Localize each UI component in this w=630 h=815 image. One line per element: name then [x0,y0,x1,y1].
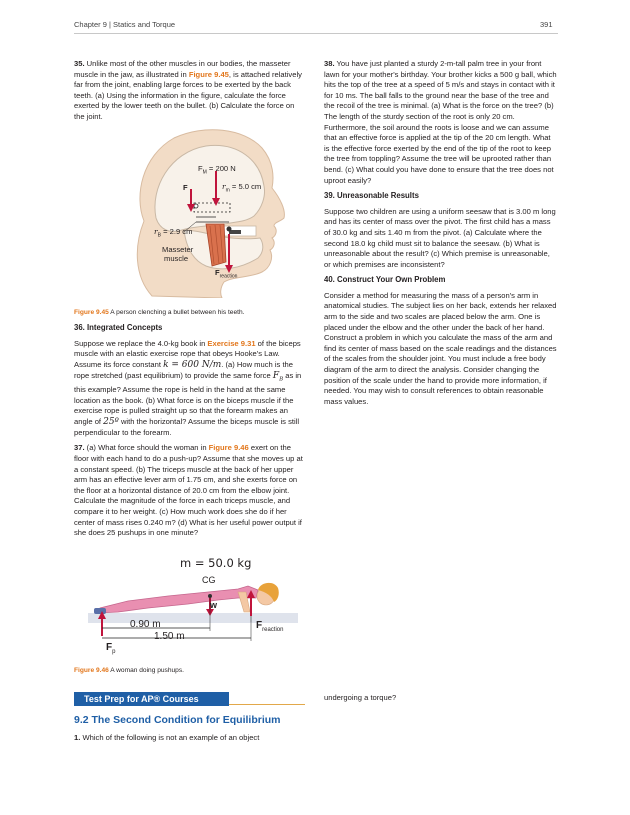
exercise-36: 36. Integrated Concepts Suppose we replace the 4.0-kg book in Exercise 9.31 of the biceps muscle with an elastic exercise rope that obeys Hooke's Law. Assume its force constant k = 600 N/m. (a) How much is the rope stretched (past equilibrium) to provide the same force $F_B$ as in this example? Assume the rope is held in the hand at the same location as the book. (b) What force is on the biceps muscle if the exercise rope is pulled straight up so that the forearm makes an angle of 25º with the horizontal? Assume the biceps muscle is still perpendicular to the forearm. 37. (a) What force should the woman in Figure 9.46 exert on the floor with each hand to do a push-up? Assume that she moves up at a constant speed. (b) The triceps muscle at the back of her upper arm has an effective lever arm of 1.75 cm, and she exerts force on the floor at a horizontal distance of 20.0 cm from the elbow joint. Calculate the magnitude of the force in each triceps muscle, and compare it to her weight. (c) How much work does she do if her center of mass rises 0.240 m? (d) What is her useful power output if she does 25 pushups in one minute? [74,323,306,544]
exercise-39: Suppose two children are using a uniform seesaw that is 3.00 m long and has its center of mass over the pivot. The first child has a mass of 30.0 kg and sits 1.40 m from the pivot. (a) Calculate where the second 18.0 kg child must sit to balance the seesaw. (b) What is unreasonable about the result? (c) Which premise is unreasonable, or which premises are inconsistent? [324,206,556,269]
rm-label: $r_m = 5.0$ cm [222,182,262,194]
page-number: 391 [540,20,553,29]
mass-label: m = 50.0 kg [180,556,252,570]
exercise-40-heading: 40. Construct Your Own Problem [324,275,446,285]
running-header: Chapter 9 | Statics and Torque [74,20,176,29]
freaction-label: $F_{reaction}$ [256,620,284,633]
fm-label: $F_M = 200$ N [198,164,236,176]
weight-label: w [210,600,218,610]
question-1-continued: undergoing a torque? [324,693,397,702]
exercise-38: 38. You have just planted a sturdy 2-m-tall palm tree in your front lawn for your mother's birthday. Your brother kicks a 500 g ball, which hits the top of the tree at a speed of 5 m/s and stays in contact with it for 10 ms. The ball falls to the ground near the base of the tree and the recoil of the tree is minimal. (a) What is the force on the tree? (b) The length of the sturdy section of the root is only 20 cm. Furthermore, the soil around the roots is loose and we can assume that an effective force is applied at the tip of the 20 cm length. What is the effective force exerted by the end of the tip of the root to keep the tree from toppling? Assume the tree will be uprooted rather than bend. (c) What could you have done to ensure that the tree does not uproot easily? [324,59,557,185]
figure-link[interactable]: Figure 9.45 [188,69,229,79]
rb-label: $r_B = 2.9$ cm [154,227,193,239]
exercise-number: 35. [74,59,85,68]
figure-9-45-caption: Figure 9.45 A person clenching a bullet between his teeth. [74,309,245,316]
exercise-35: 35. Unlike most of the other muscles in our bodies, the masseter muscle in the jaw, as illustrated in Figure 9.45, is attached relatively far from the joint, enabling large forces to be exerted by the back teeth. (a) Using the information in the figure, calculate the force exerted by the lower teeth on the bullet. (b) Calculate the force on the joint. [74,59,302,121]
distance-090: 0.90 m [130,619,161,630]
cg-label: CG [202,575,216,585]
freaction-label: $F_{reaction}$ [215,268,238,280]
figure-9-46-caption: Figure 9.46 A woman doing pushups. [74,667,184,674]
header-rule [74,33,558,34]
masseter-illustration [74,126,306,298]
pushup-illustration [88,556,300,660]
figure-9-45 [74,126,306,298]
masseter-label: Masseter muscle [162,245,194,263]
figure-9-46 [88,556,300,660]
exercise-40: Consider a method for measuring the mass of a person's arm in anatomical studies. The subject lies on her back, extends her relaxed arm to the side and two scales are placed below the arm. One is placed under the elbow and the other under the back of her hand. Construct a problem in which you calculate the mass of the arm and find its center of mass based on the scale readings and the distances of the scales from the shoulder joint. You must include a free body diagram of the arm to direct the analysis. Consider changing the position of the scale under the hand to provide more information, if needed. You may wish to consult references to obtain reasonable mass values. [324,290,557,406]
figure-link[interactable]: Figure 9.46 [208,443,249,453]
exercise-36-heading: 36. Integrated Concepts [74,323,163,332]
distance-150: 1.50 m [154,631,185,642]
f-label: F [183,183,188,192]
question-1: 1. Which of the following is not an example of an object [74,733,260,742]
exercise-link[interactable]: Exercise 9.31 [207,338,256,348]
right-column [324,59,557,412]
section-title: 9.2 The Second Condition for Equilibrium [74,714,281,726]
fp-label: $F_p$ [106,642,116,655]
test-prep-rule [229,704,305,705]
test-prep-banner: Test Prep for AP® Courses [74,692,229,706]
exercise-39-heading: 39. Unreasonable Results [324,191,419,201]
